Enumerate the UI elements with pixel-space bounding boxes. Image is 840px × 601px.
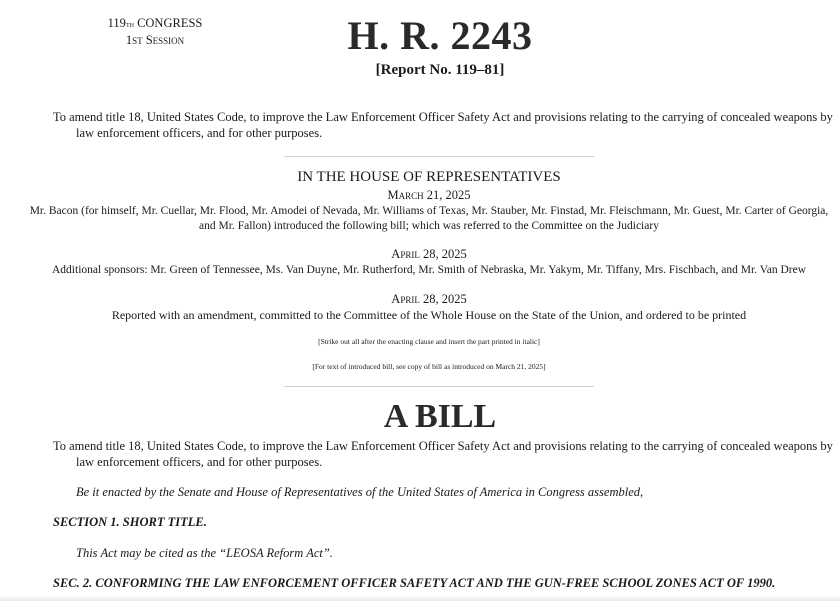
section-2-heading: SEC. 2. CONFORMING THE LAW ENFORCEMENT OFFICER SAFETY ACT AND THE GUN-FREE SCHOOL ZONES ACT OF 1990.: [53, 576, 776, 590]
congress-line: 119th CONGRESS: [107, 16, 203, 30]
report-number: [Report No. 119–81]: [375, 62, 505, 78]
introduction-text: Mr. Bacon (for himself, Mr. Cuellar, Mr. Flood, Mr. Amodei of Nevada, Mr. Williams of Texas, Mr. Stauber, Mr. Finstad, Mr. Fleischmann, Mr. Guest, Mr. Carter of Georgia, and Mr. Fallon) introduced the following bill; which was referred to the Committee on the Judiciary: [29, 205, 829, 232]
introduced-text-note: [For text of introduced bill, see copy of bill as introduced on March 21, 2025]: [312, 362, 546, 371]
house-title: IN THE HOUSE OF REPRESENTATIVES: [297, 169, 561, 185]
bill-purpose: To amend title 18, United States Code, to improve the Law Enforcement Officer Safety Act and provisions relating to the carrying of concealed weapons by law enforcement officers, and for other purposes.: [53, 439, 833, 469]
session-line: 1st Session: [125, 33, 185, 47]
enacting-clause: Be it enacted by the Senate and House of Representatives of the United States of America in Congress assembled,: [76, 485, 644, 499]
a-bill-title: A BILL: [383, 398, 497, 435]
additional-sponsors: Additional sponsors: Mr. Green of Tennessee, Ms. Van Duyne, Mr. Rutherford, Mr. Smith of Nebraska, Mr. Yakym, Mr. Tiffany, Mrs. Fischbach, and Mr. Van Drew: [52, 264, 806, 276]
bill-number: H. R. 2243: [347, 13, 533, 58]
section-1-heading: SECTION 1. SHORT TITLE.: [53, 515, 207, 529]
strike-out-note: [Strike out all after the enacting clause and insert the part printed in italic]: [318, 337, 540, 346]
page-bottom-edge: [0, 595, 840, 601]
date-introduced: March 21, 2025: [387, 188, 471, 202]
reported-text: Reported with an amendment, committed to the Committee of the Whole House on the State of the Union, and ordered to be printed: [111, 308, 747, 322]
divider-bottom: [284, 386, 594, 387]
date-reported: April 28, 2025: [391, 292, 467, 306]
divider-top: [284, 156, 594, 157]
date-sponsors: April 28, 2025: [391, 247, 467, 261]
section-1-text: This Act may be cited as the “LEOSA Reform Act”.: [76, 546, 333, 560]
purpose-top: To amend title 18, United States Code, to improve the Law Enforcement Officer Safety Act and provisions relating to the carrying of concealed weapons by law enforcement officers, and for other purposes.: [53, 110, 833, 140]
